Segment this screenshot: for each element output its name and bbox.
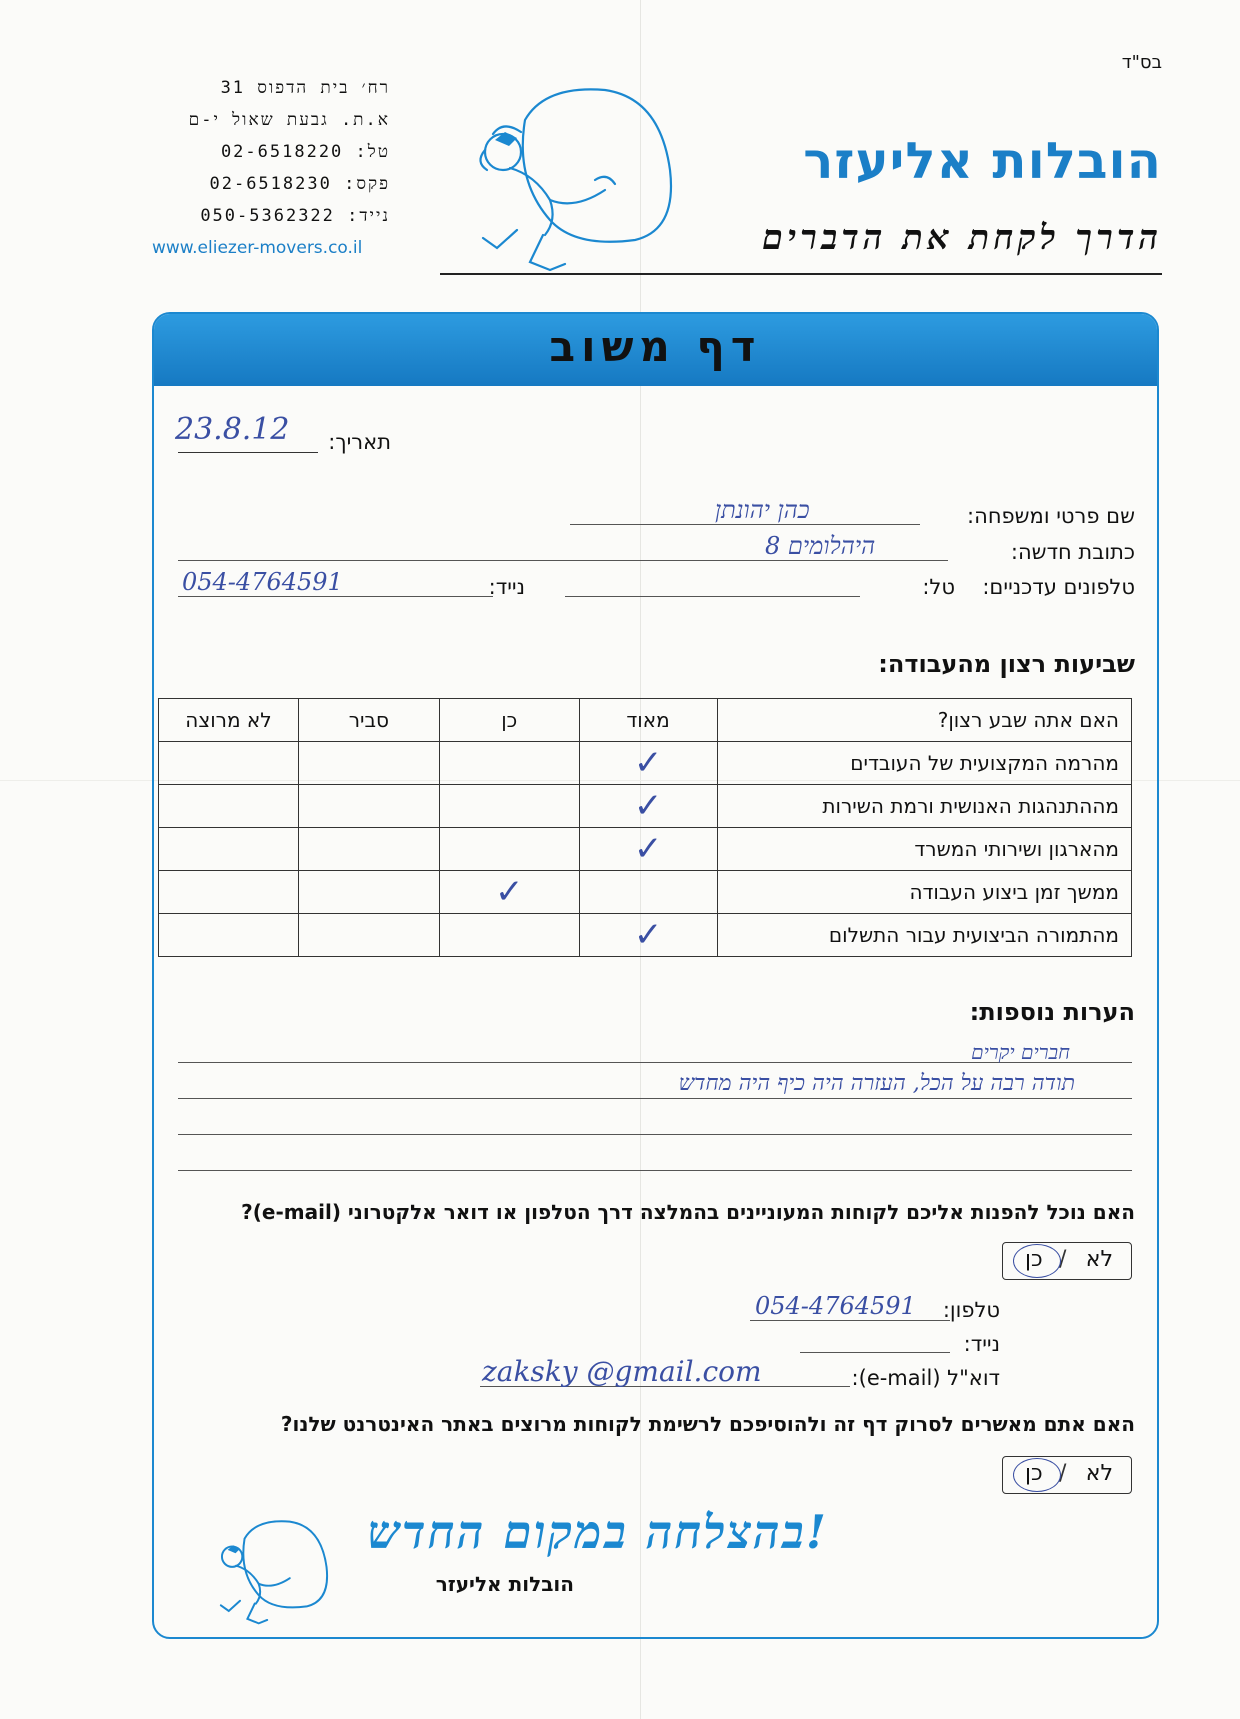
answer-cell-very[interactable] [579, 785, 717, 828]
yes-circled-mark [1013, 1458, 1061, 1492]
website-link[interactable]: www.eliezer-movers.co.il [152, 238, 363, 258]
tel-label: טל: [922, 575, 955, 599]
comment-line-2 [178, 1098, 1132, 1099]
comment-text-1[interactable]: חברים יקרים [971, 1040, 1070, 1064]
address-value[interactable]: היהלומים 8 [765, 532, 876, 560]
answer-cell-not-satisfied[interactable] [159, 742, 299, 785]
mobile-value[interactable]: 054-4764591 [182, 568, 343, 596]
answer-cell-yes[interactable] [439, 914, 579, 957]
mover-logo-icon [455, 80, 685, 280]
answer-cell-very[interactable] [579, 914, 717, 957]
table-row [159, 871, 1132, 914]
check-mark-icon: ✓ [633, 786, 663, 826]
web-question: האם אתם מאשרים לסרוק דף זה ולהוסיפכם לרשימת לקוחות מרוצים באתר האינטרנט שלנו? [280, 1412, 1135, 1436]
table-row [159, 785, 1132, 828]
question-text: מהרמה המקצועית של העובדים [717, 742, 1132, 785]
yes-circled-mark [1013, 1244, 1061, 1278]
question-text: מהתמורה הביצועית עבור התשלום [717, 914, 1132, 957]
answer-cell-not-satisfied[interactable] [159, 785, 299, 828]
check-mark-icon: ✓ [494, 872, 524, 912]
answer-cell-yes[interactable] [439, 828, 579, 871]
table-header-row [159, 699, 1132, 742]
answer-cell-not-satisfied[interactable] [159, 828, 299, 871]
check-mark-icon: ✓ [633, 743, 663, 783]
question-text: מהארגון ושירותי המשרד [717, 828, 1132, 871]
closing-signature: הובלות אליעזר [435, 1572, 574, 1596]
check-mark-icon: ✓ [633, 829, 663, 869]
address-phone: טל: 02-6518220 [220, 142, 390, 162]
satisfaction-table [158, 698, 1132, 957]
contact-mobile-line [800, 1352, 950, 1353]
mover-logo-small-icon [205, 1510, 335, 1635]
header-divider [440, 273, 1162, 275]
answer-cell-very[interactable] [579, 828, 717, 871]
contact-yes-no-box[interactable]: לא / כן [1002, 1242, 1132, 1280]
closing-message: !בהצלחה במקום החדש [367, 1505, 828, 1559]
phone-label: טלפון: [942, 1298, 1000, 1322]
address-label: כתובת חדשה: [1010, 540, 1135, 564]
answer-cell-very[interactable] [579, 871, 717, 914]
column-header-not-satisfied: לא מרוצה [159, 699, 299, 742]
answer-cell-reasonable[interactable] [298, 785, 439, 828]
contact-mobile-label: נייד: [963, 1332, 1000, 1356]
phone-value[interactable]: 054-4764591 [755, 1292, 916, 1320]
table-row [159, 914, 1132, 957]
email-label: דוא"ל (e-mail): [851, 1366, 1000, 1390]
table-row [159, 742, 1132, 785]
question-text: ממשך זמן ביצוע העבודה [717, 871, 1132, 914]
answer-cell-yes[interactable] [439, 785, 579, 828]
comment-line-4 [178, 1170, 1132, 1171]
column-header-very: מאוד [579, 699, 717, 742]
contact-question: האם נוכל להפנות אליכם לקוחות המעוניינים בהמלצה דרך הטלפון או דואר אלקטרוני (e-mail)? [241, 1200, 1135, 1224]
date-line [178, 452, 318, 453]
phone-line [750, 1320, 950, 1321]
satisfaction-heading: שביעות רצון מהעבודה: [878, 650, 1135, 678]
comment-line-3 [178, 1134, 1132, 1135]
comments-heading: הערות נוספות: [969, 998, 1135, 1026]
form-title: דף משוב [549, 322, 762, 371]
name-label: שם פרטי ומשפחה: [967, 504, 1135, 528]
mobile-label: נייד: [488, 575, 525, 599]
email-value[interactable]: zaksky @gmail.com [482, 1355, 762, 1388]
address-mobile: נייד: 050-5362322 [200, 206, 390, 226]
contact-no-option[interactable]: לא [1085, 1247, 1113, 1272]
bsd-mark: בס"ד [1121, 52, 1162, 73]
column-header-reasonable: סביר [298, 699, 439, 742]
answer-cell-reasonable[interactable] [298, 828, 439, 871]
phones-label: טלפונים עדכניים: [982, 575, 1135, 599]
company-name: הובלות אליעזר [803, 132, 1162, 190]
name-value[interactable]: כהן יהונתן [715, 496, 810, 524]
contact-yes-option[interactable]: כן [1025, 1247, 1043, 1272]
address-area: א.ת. גבעת שאול י-ם [188, 110, 390, 130]
web-no-option[interactable]: לא [1085, 1461, 1113, 1486]
answer-cell-not-satisfied[interactable] [159, 871, 299, 914]
answer-cell-reasonable[interactable] [298, 914, 439, 957]
address-fax: פקס: 02-6518230 [209, 174, 390, 194]
answer-cell-reasonable[interactable] [298, 871, 439, 914]
answer-cell-not-satisfied[interactable] [159, 914, 299, 957]
column-header-question: האם אתה שבע רצון? [717, 699, 1132, 742]
web-yes-no-box[interactable]: לא / כן [1002, 1456, 1132, 1494]
web-yes-option[interactable]: כן [1025, 1461, 1043, 1486]
tel-line [565, 596, 860, 597]
company-slogan: הדרך לקחת את הדברים [762, 218, 1162, 258]
address-street: רח׳ בית הדפוס 31 [220, 78, 390, 98]
column-header-yes: כן [439, 699, 579, 742]
check-mark-icon: ✓ [633, 915, 663, 955]
table-row [159, 828, 1132, 871]
answer-cell-very[interactable] [579, 742, 717, 785]
date-label: תאריך: [328, 430, 391, 454]
mobile-line [178, 596, 493, 597]
answer-cell-yes[interactable] [439, 871, 579, 914]
date-value[interactable]: 23.8.12 [175, 412, 290, 447]
question-text: מההתנהגות האנושית ורמת השירות [717, 785, 1132, 828]
answer-cell-reasonable[interactable] [298, 742, 439, 785]
answer-cell-yes[interactable] [439, 742, 579, 785]
comment-text-2[interactable]: תודה רבה על הכל, העזרה היה כיף היה מחדש [678, 1071, 1075, 1096]
